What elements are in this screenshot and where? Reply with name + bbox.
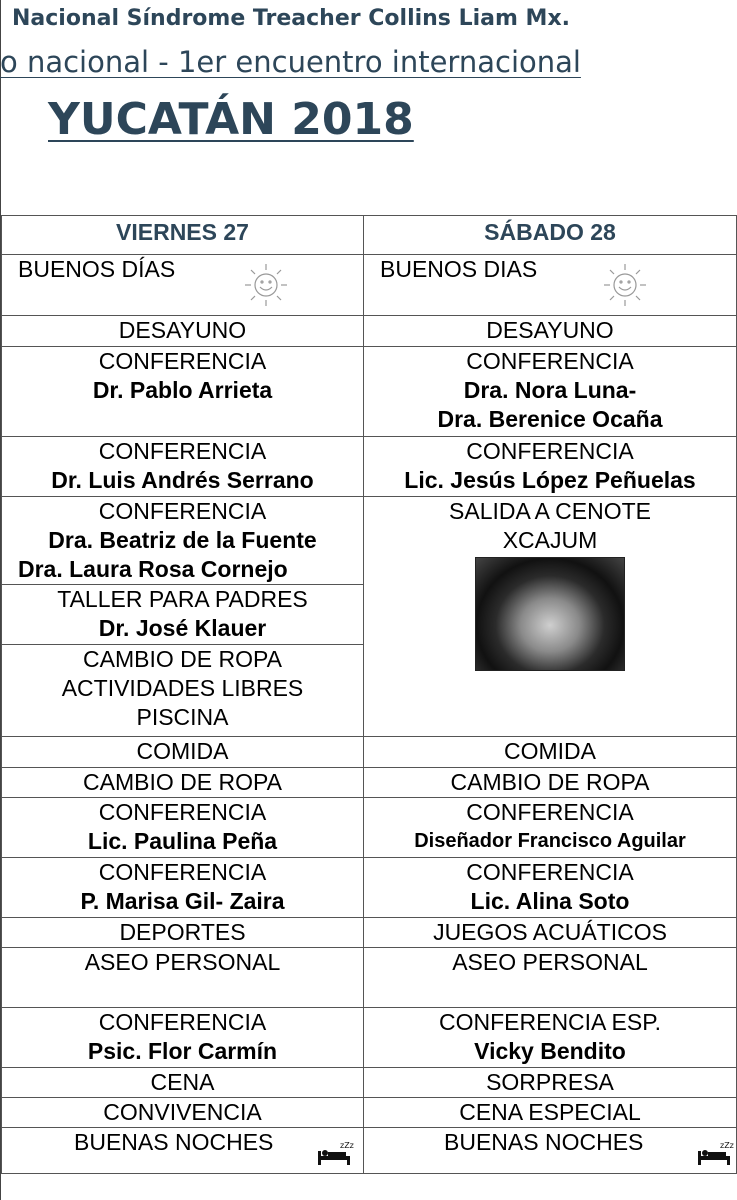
speaker-name: Diseñador Francisco Aguilar	[414, 830, 686, 852]
schedule-cell	[364, 1008, 737, 1068]
activity-label: SALIDA A CENOTE	[449, 498, 651, 524]
sleeping-bed-icon	[694, 1138, 736, 1168]
schedule-cell: CENA	[2, 1068, 364, 1098]
speaker-name: Vicky Bendito	[474, 1038, 626, 1064]
zzz-text: zZz	[720, 1141, 734, 1150]
table-header-row	[2, 216, 737, 255]
cenote-photo	[475, 557, 625, 671]
smiling-sun-icon	[243, 262, 289, 308]
schedule-cell	[2, 255, 364, 316]
column-header-viernes: VIERNES 27	[2, 216, 364, 255]
activity-label: CONFERENCIA	[466, 799, 634, 825]
speaker-name: Lic. Alina Soto	[470, 888, 630, 914]
schedule-cell: SORPRESA	[364, 1068, 737, 1098]
schedule-cell: JUEGOS ACUÁTICOS	[364, 918, 737, 948]
activity-label: CONFERENCIA	[466, 348, 634, 374]
schedule-cell	[2, 798, 364, 858]
header-title: YUCATÁN 2018	[48, 94, 414, 145]
activity-label: XCAJUM	[502, 527, 598, 553]
table-row	[2, 316, 737, 347]
speaker-name: Lic. Jesús López Peñuelas	[404, 467, 696, 493]
table-row	[2, 1098, 737, 1128]
schedule-cell	[2, 497, 364, 585]
schedule-cell: COMIDA	[2, 737, 364, 768]
schedule-cell	[364, 798, 737, 858]
speaker-name: Dr. José Klauer	[98, 615, 267, 641]
activity-label: BUENOS DÍAS	[18, 256, 176, 282]
activity-label: CONFERENCIA	[98, 799, 267, 825]
schedule-cell: CAMBIO DE ROPA	[2, 768, 364, 798]
table-row	[2, 1128, 737, 1174]
activity-label: CAMBIO DE ROPA	[83, 646, 282, 672]
schedule-cell	[364, 1128, 737, 1174]
header-organization: Nacional Síndrome Treacher Collins Liam Mx.	[12, 6, 570, 31]
speaker-name: Dra. Berenice Ocaña	[437, 406, 663, 432]
schedule-cell: DEPORTES	[2, 918, 364, 948]
schedule-cell: COMIDA	[364, 737, 737, 768]
activity-label: BUENOS DIAS	[380, 256, 538, 282]
schedule-cell: CENA ESPECIAL	[364, 1098, 737, 1128]
activity-label: CONFERENCIA	[98, 859, 267, 885]
table-row	[2, 798, 737, 858]
schedule-cell: DESAYUNO	[2, 316, 364, 347]
speaker-name: Dra. Beatriz de la Fuente	[48, 527, 317, 553]
table-row	[2, 918, 737, 948]
schedule-cell	[2, 1008, 364, 1068]
schedule-cell: CAMBIO DE ROPA	[364, 768, 737, 798]
activity-label: CONFERENCIA	[466, 438, 634, 464]
speaker-name: Dra. Laura Rosa Cornejo	[18, 556, 288, 582]
speaker-name: P. Marisa Gil- Zaira	[80, 888, 285, 914]
table-row	[2, 948, 737, 1008]
schedule-cell	[2, 645, 364, 737]
activity-label: BUENAS NOCHES	[444, 1129, 644, 1155]
table-row	[2, 1068, 737, 1098]
schedule-cell	[364, 437, 737, 497]
activity-label: BUENAS NOCHES	[74, 1129, 274, 1155]
schedule-cell: CONVIVENCIA	[2, 1098, 364, 1128]
table-row	[2, 347, 737, 437]
speaker-name: Lic. Paulina Peña	[87, 828, 278, 854]
schedule-cell: DESAYUNO	[364, 316, 737, 347]
activity-label: CONFERENCIA	[98, 1009, 267, 1035]
column-header-sabado: SÁBADO 28	[364, 216, 737, 255]
zzz-text: zZz	[340, 1141, 354, 1150]
schedule-cell	[364, 347, 737, 437]
schedule-cell	[364, 858, 737, 918]
schedule-cell	[2, 437, 364, 497]
activity-label: CONFERENCIA	[98, 348, 267, 374]
table-row	[2, 858, 737, 918]
speaker-name: Dra. Nora Luna-	[463, 377, 637, 403]
sleeping-bed-icon	[314, 1138, 356, 1168]
schedule-cell	[2, 1128, 364, 1174]
table-row	[2, 497, 737, 585]
table-row	[2, 1008, 737, 1068]
activity-label: PISCINA	[136, 704, 229, 730]
activity-label: CONFERENCIA	[466, 859, 634, 885]
activity-label: TALLER PARA PADRES	[57, 586, 308, 612]
smiling-sun-icon	[602, 262, 648, 308]
schedule-cell: ASEO PERSONAL	[364, 948, 737, 1008]
table-row	[2, 255, 737, 316]
schedule-cell	[2, 347, 364, 437]
schedule-cell	[2, 858, 364, 918]
schedule-cell: ASEO PERSONAL	[2, 948, 364, 1008]
activity-label: CONFERENCIA	[98, 438, 267, 464]
header-event: o nacional - 1er encuentro internacional	[0, 45, 581, 79]
schedule-cell	[364, 255, 737, 316]
schedule-table	[1, 215, 737, 1174]
speaker-name: Psic. Flor Carmín	[87, 1038, 278, 1064]
table-row	[2, 737, 737, 768]
schedule-cell	[2, 585, 364, 645]
activity-label: CONFERENCIA ESP.	[439, 1009, 661, 1035]
speaker-name: Dr. Luis Andrés Serrano	[51, 467, 314, 493]
speaker-name: Dr. Pablo Arrieta	[92, 377, 273, 403]
table-row	[2, 768, 737, 798]
activity-label: CONFERENCIA	[98, 498, 267, 524]
table-row	[2, 437, 737, 497]
activity-label: ACTIVIDADES LIBRES	[61, 675, 304, 701]
schedule-cell-cenote	[364, 497, 737, 737]
